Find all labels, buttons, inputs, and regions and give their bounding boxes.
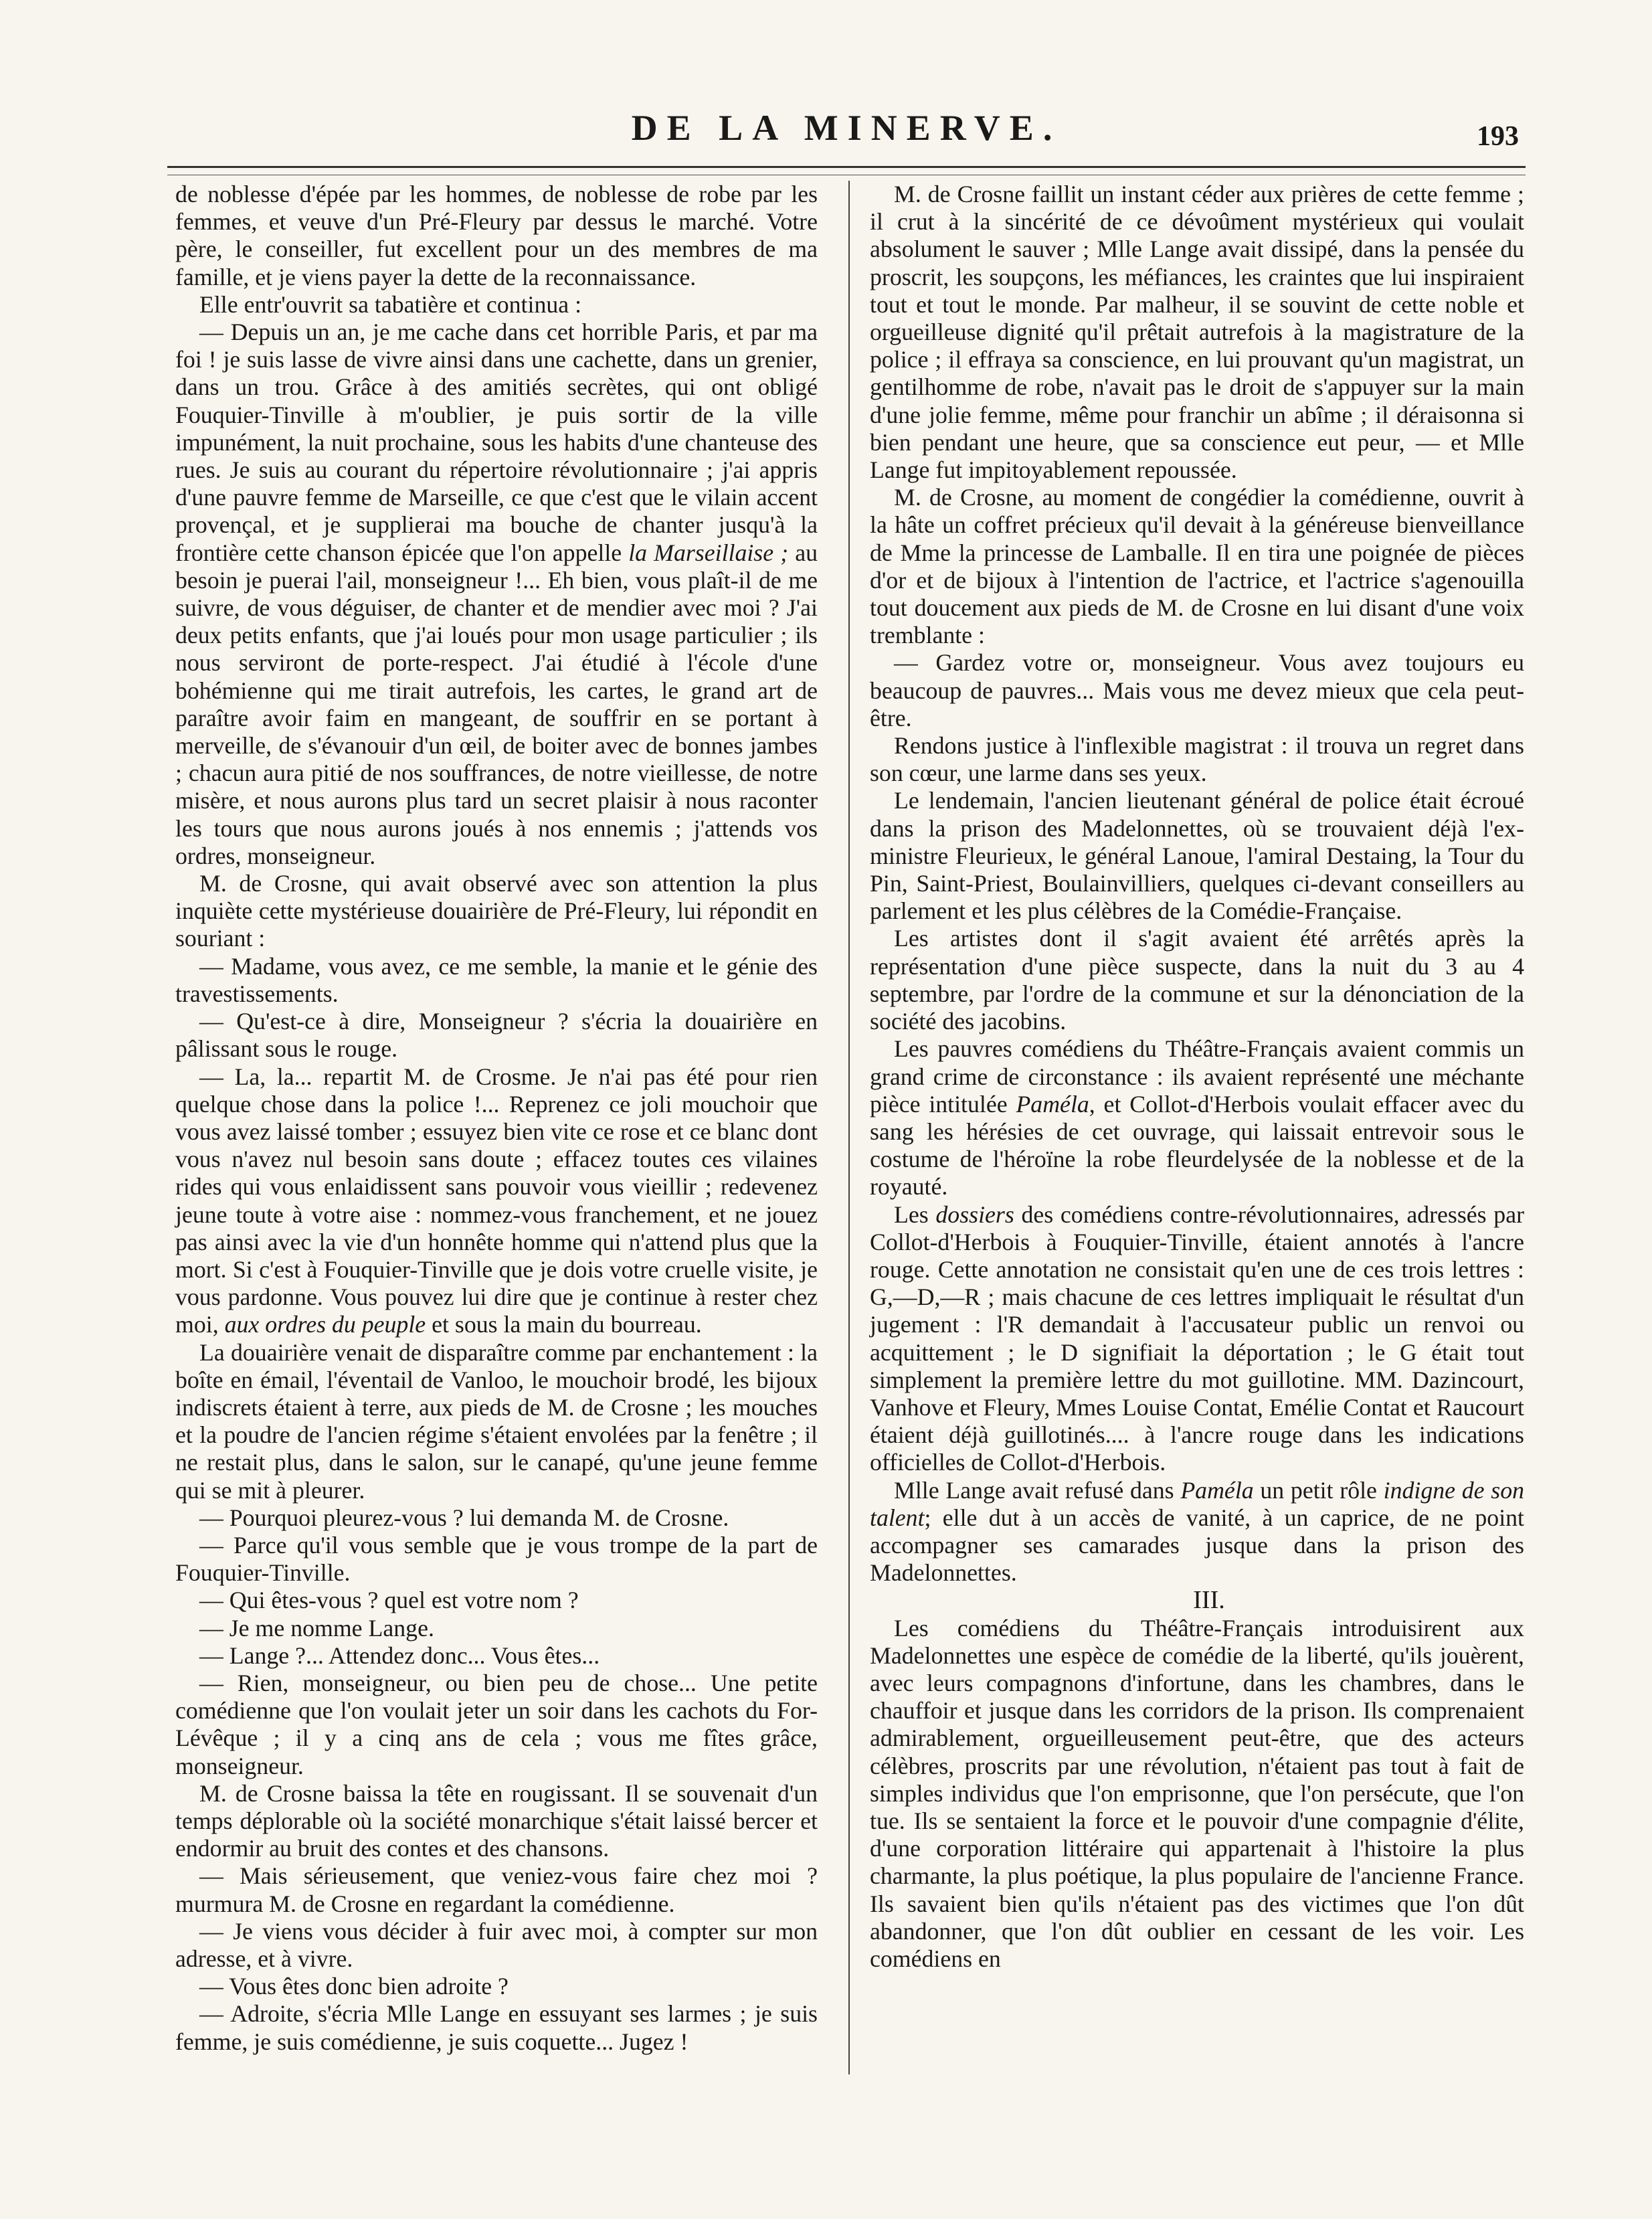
play-title: Paméla	[1016, 1090, 1089, 1118]
paragraph: — Qui êtes-vous ? quel est votre nom ?	[199, 1587, 579, 1614]
paragraph: Le lendemain, l'ancien lieutenant général de police était écroué dans la prison des Madelonnettes, où se trouvaient déjà l'ex-ministre Fleurieux, le général Lanoue, l'amiral Destaing, la Tour du Pin, Saint-Priest, Boulainvilliers, quelques ci-devant conseillers au parlement et les plus célèbres de la Comédie-Française.	[870, 787, 1524, 925]
paragraph: — La, la... repartit M. de Crosme. Je n'ai pas été pour rien quelque chose dans la police !... Reprenez ce joli mouchoir que vous avez laissé tomber ; essuyez bien vite ce rose et ce blanc dont vous n'avez nul besoin sans doute ; effacez toutes ces vilaines rides qui vous enlaidissent sans pouvoir vous vieillir ; redevenez jeune toute à votre aise : nommez-vous franchement, et ne jouez pas ainsi avec la vie d'un honnête homme qui n'attend plus que la mort. Si c'est à Fouquier-Tinville que je dois votre cruelle visite, je vous pardonne. Vous pouvez lui dire que je continue à rester chez moi, aux ordres du peuple et sous la main du bourreau.	[175, 1063, 818, 1338]
paragraph: Les artistes dont il s'agit avaient été arrêtés après la représentation d'une pièce suspecte, dans la nuit du 3 au 4 septembre, par l'ordre de la commune et sur la dénonciation de la société des jacobins.	[870, 925, 1524, 1035]
paragraph: — Gardez votre or, monseigneur. Vous avez toujours eu beaucoup de pauvres... Mais vous me devez mieux que cela peut-être.	[870, 649, 1524, 731]
column-divider	[848, 181, 850, 2074]
paragraph: — Vous êtes donc bien adroite ?	[199, 1973, 509, 2000]
paragraph: de noblesse d'épée par les hommes, de noblesse de robe par les femmes, et veuve d'un Pré-Fleury par dessus le marché. Votre père, le conseiller, fut excellent pour un des membres de ma famille, et je viens payer la dette de la reconnaissance.	[175, 181, 818, 290]
right-column	[870, 181, 1524, 1973]
paragraph: Les comédiens du Théâtre-Français introduisirent aux Madelonnettes une espèce de comédie de la liberté, qu'ils jouèrent, avec leurs compagnons d'infortune, dans les chambres, dans le chauffoir et jusque dans les corridors de la prison. Ils comprenaient admirablement, orgueilleusement peut-être, que des acteurs célèbres, proscrits par une révolution, n'étaient pas tout à fait de simples individus que l'on emprisonne, que l'on persécute, que l'on tue. Ils se sentaient la force et le pouvoir d'une compagnie d'élite, d'une corporation littéraire qui appartenait à l'histoire la plus charmante, la plus poétique, la plus populaire de l'ancienne France. Ils savaient bien qu'ils n'étaient pas des victimes que l'on dût abandonner, que l'on dût oublier en cessant de les voir. Les comédiens en	[870, 1614, 1524, 1972]
italic-phrase: indigne de son talent	[870, 1476, 1525, 1531]
header-rule	[167, 166, 1526, 175]
page-number: 193	[1477, 121, 1519, 152]
paragraph: — Adroite, s'écria Mlle Lange en essuyant ses larmes ; je suis femme, je suis comédienne, je suis coquette... Jugez !	[175, 2000, 818, 2055]
paragraph: — Rien, monseigneur, ou bien peu de chose... Une petite comédienne que l'on voulait jeter un soir dans les cachots du For-Lévêque ; il y a cinq ans de cela ; vous me fîtes grâce, monseigneur.	[175, 1669, 818, 1779]
page-header	[167, 107, 1526, 161]
paragraph: — Pourquoi pleurez-vous ? lui demanda M. de Crosne.	[199, 1504, 729, 1531]
paragraph: La douairière venait de disparaître comme par enchantement : la boîte en émail, l'éventail de Vanloo, le mouchoir brodé, les bijoux indiscrets étaient à terre, aux pieds de M. de Crosne ; les mouches et la poudre de l'ancien régime s'étaient envolées par la fenêtre ; il ne restait plus, dans le salon, sur le canapé, qu'une jeune femme qui se mit à pleurer.	[175, 1338, 818, 1504]
paragraph: — Parce qu'il vous semble que je vous trompe de la part de Fouquier-Tinville.	[175, 1531, 818, 1587]
paragraph: — Mais sérieusement, que veniez-vous faire chez moi ? murmura M. de Crosne en regardant la comédienne.	[175, 1862, 818, 1917]
paragraph: M. de Crosne, qui avait observé avec son attention la plus inquiète cette mystérieuse douairière de Pré-Fleury, lui répondit en souriant :	[175, 870, 818, 952]
paragraph: Les pauvres comédiens du Théâtre-Français avaient commis un grand crime de circonstance : ils avaient représenté une méchante pièce intitulée Paméla, et Collot-d'Herbois voulait effacer avec du sang les hérésies de cet ouvrage, qui laissait entrevoir sous le costume de l'héroïne la robe fleurdelysée de la noblesse et de la royauté.	[870, 1035, 1524, 1201]
paragraph: Elle entr'ouvrit sa tabatière et continua :	[199, 290, 582, 318]
paragraph: Mlle Lange avait refusé dans Paméla un petit rôle indigne de son talent; elle dut à un accès de vanité, à un caprice, de ne point accompagner ses camarades jusque dans la prison des Madelonnettes.	[870, 1476, 1525, 1587]
paragraph: — Lange ?... Attendez donc... Vous êtes...	[199, 1641, 600, 1669]
paragraph: — Je me nomme Lange.	[199, 1614, 434, 1641]
running-title: DE LA MINERVE.	[631, 108, 1062, 148]
play-title: Paméla	[1180, 1476, 1254, 1504]
section-heading: III.	[1193, 1586, 1225, 1615]
italic-phrase: aux ordres du peuple	[224, 1311, 426, 1338]
paragraph: M. de Crosne, au moment de congédier la comédienne, ouvrit à la hâte un coffret précieux qu'il devait à la généreuse bienveillance de Mme la princesse de Lamballe. Il en tira une poignée de pièces d'or et de bijoux à l'intention de l'actrice, et l'actrice s'agenouilla tout doucement aux pieds de M. de Crosne en lui disant d'une voix tremblante :	[870, 484, 1524, 649]
paragraph: — Depuis un an, je me cache dans cet horrible Paris, et par ma foi ! je suis lasse de vivre ainsi dans une cachette, dans un grenier, dans un trou. Grâce à des amitiés secrètes, qui ont obligé Fouquier-Tinville à m'oublier, je puis sortir de la ville impunément, la nuit prochaine, sous les habits d'une chanteuse des rues. Je suis au courant du répertoire révolutionnaire ; j'ai appris d'une pauvre femme de Marseille, ce que c'est que le vilain accent provençal, et je supplierai ma bouche de chanter jusqu'à la frontière cette chanson épicée que l'on appelle la Marseillaise ; au besoin je puerai l'ail, monseigneur !... Eh bien, vous plaît-il de me suivre, de vous déguiser, de chanter et de mendier avec moi ? J'ai deux petits enfants, que j'ai loués pour mon usage particulier ; ils nous serviront de porte-respect. J'ai étudié à l'école d'une bohémienne qui me tirait autrefois, les cartes, le grand art de paraître avoir faim en mangeant, de souffrir en se portant à merveille, de s'évanouir d'un œil, de boiter avec de bonnes jambes ; chacun aura pitié de nos souffrances, de notre vieillesse, de notre misère, et nous aurons plus tard un secret plaisir à nous raconter les tours que nous aurons joués à nos ennemis ; j'attends vos ordres, monseigneur.	[175, 319, 818, 869]
paragraph: — Je viens vous décider à fuir avec moi, à compter sur mon adresse, et à vivre.	[175, 1917, 818, 1972]
paragraph: M. de Crosne faillit un instant céder aux prières de cette femme ; il crut à la sincérité de ce dévoûment mystérieux qui voulait absolument le sauver ; Mlle Lange avait dissipé, dans la pensée du proscrit, les soupçons, les méfiances, les craintes que lui inspiraient tout et tout le monde. Par malheur, il se souvint de cette noble et orgueilleuse dignité qu'il prêtait autrefois à la magistrature de la police ; il effraya sa conscience, en lui prouvant qu'un magistrat, un gentilhomme de robe, n'avait pas le droit de s'appuyer sur la main d'une jolie femme, même pour franchir un abîme ; il déraisonna si bien pendant une heure, que sa conscience eut peur, — et Mlle Lange fut impitoyablement repoussée.	[870, 181, 1524, 484]
left-column	[175, 181, 818, 2056]
paragraph: Les dossiers des comédiens contre-révolutionnaires, adressés par Collot-d'Herbois à Fouquier-Tinville, étaient annotés à l'ancre rouge. Cette annotation ne consistait qu'en une de ces trois lettres : G,—D,—R ; mais chacune de ces lettres impliquait le résultat d'un jugement : l'R demandait à l'accusateur public un renvoi ou acquittement ; le D signifiait la déportation ; le G était tout simplement la première lettre du mot guillotine. MM. Dazincourt, Vanhove et Fleury, Mmes Louise Contat, Emélie Contat et Raucourt étaient déjà guillotinés.... à l'ancre rouge dans les indications officielles de Collot-d'Herbois.	[870, 1201, 1525, 1476]
song-title: la Marseillaise ;	[628, 539, 789, 566]
paragraph: — Madame, vous avez, ce me semble, la manie et le génie des travestissements.	[175, 952, 818, 1007]
paragraph: — Qu'est-ce à dire, Monseigneur ? s'écria la douairière en pâlissant sous le rouge.	[175, 1008, 818, 1063]
italic-word: dossiers	[935, 1201, 1014, 1228]
paragraph: M. de Crosne baissa la tête en rougissant. Il se souvenait d'un temps déplorable où la société monarchique s'était laissé bercer et endormir au bruit des contes et des chansons.	[175, 1779, 818, 1862]
paragraph: Rendons justice à l'inflexible magistrat : il trouva un regret dans son cœur, une larme dans ses yeux.	[870, 732, 1524, 787]
